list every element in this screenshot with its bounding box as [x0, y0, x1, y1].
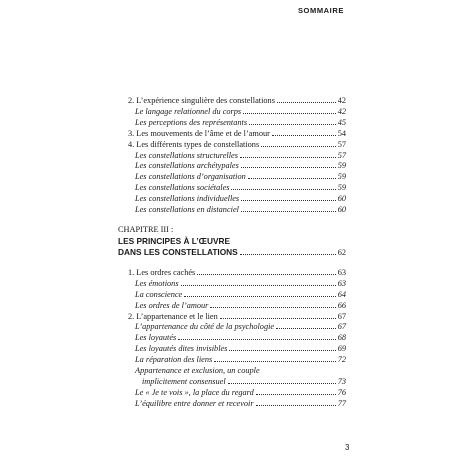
toc-entry-title: L’équilibre entre donner et recevoir	[135, 398, 254, 408]
running-header: SOMMAIRE	[297, 6, 344, 15]
toc-entry-page: 54	[337, 128, 346, 138]
toc-entry	[118, 140, 346, 151]
table-of-contents	[118, 96, 346, 410]
toc-entry-page: 63	[337, 278, 346, 288]
toc-entry-title: 1. Les ordres cachés	[128, 267, 196, 277]
toc-entry	[118, 355, 346, 366]
leader-dots	[240, 254, 336, 255]
chapter-label: CHAPITRE III :	[118, 224, 174, 234]
toc-entry	[118, 129, 346, 140]
toc-entry-title: 2. L’expérience singulière des constellations	[128, 96, 275, 105]
toc-entry-page: 64	[337, 289, 346, 299]
toc-entry-title: Appartenance et exclusion, un couple	[135, 366, 260, 376]
toc-entry-title: Les loyautés dites invisibles	[135, 344, 228, 354]
toc-entry-title: Les ordres de l’amour	[135, 300, 209, 310]
leader-dots	[276, 328, 336, 329]
toc-entry-title: 4. Les différents types de constellations	[128, 139, 260, 149]
toc-entry-title: 3. Les mouvements de l’âme et de l’amour	[128, 128, 270, 138]
toc-entry	[118, 268, 346, 279]
toc-entry	[118, 151, 346, 162]
leader-dots	[256, 394, 336, 395]
toc-entry-page: 72	[337, 355, 346, 365]
toc-entry	[118, 399, 346, 410]
leader-dots	[256, 405, 336, 406]
leader-dots	[243, 113, 336, 114]
chapter-title-line-2: DANS LES CONSTELLATIONS	[118, 247, 238, 258]
leader-dots	[248, 178, 336, 179]
toc-entry-page: 67	[337, 311, 346, 321]
chapter-title-line-1: LES PRINCIPES À L’ŒUVRE	[118, 235, 231, 246]
toc-entry	[118, 107, 346, 118]
toc-entry-title: Les constellations archétypales	[135, 161, 239, 171]
toc-entry-page: 42	[337, 106, 346, 116]
leader-dots	[241, 167, 336, 168]
toc-entry-title: La conscience	[135, 289, 183, 299]
toc-entry-title: La réparation des liens	[135, 355, 213, 365]
toc-entry	[118, 118, 346, 129]
leader-dots	[214, 361, 335, 362]
toc-entry-page: 66	[337, 300, 346, 310]
leader-dots	[261, 146, 336, 147]
leader-dots	[184, 296, 335, 297]
chapter-page: 62	[337, 248, 346, 258]
toc-entry-title: Les constellations en distanciel	[135, 205, 239, 215]
toc-entry	[118, 96, 346, 107]
toc-entry	[118, 344, 346, 355]
toc-entry	[118, 366, 346, 377]
toc-entry	[118, 377, 346, 388]
toc-entry	[118, 205, 346, 216]
leader-dots	[220, 318, 336, 319]
toc-entry-page: 59	[337, 172, 346, 182]
toc-entry-page: 67	[337, 322, 346, 332]
toc-section-2	[118, 268, 346, 410]
chapter-title-row	[118, 247, 346, 259]
leader-dots	[241, 211, 336, 212]
toc-entry	[118, 161, 346, 172]
leader-dots	[277, 102, 336, 103]
toc-entry-page: 73	[337, 376, 346, 386]
toc-entry-page: 69	[337, 344, 346, 354]
toc-entry-page: 57	[337, 139, 346, 149]
toc-entry	[118, 322, 346, 333]
toc-entry-page: 57	[337, 150, 346, 160]
toc-entry-title: 2. L’appartenance et le lien	[128, 311, 218, 321]
leader-dots	[240, 157, 336, 158]
toc-entry-title: Les constellations sociétales	[135, 183, 230, 193]
toc-entry-title: Les perceptions des représentants	[135, 117, 248, 127]
toc-entry-title: Les émotions	[135, 278, 179, 288]
toc-entry	[118, 290, 346, 301]
toc-entry-title: Le langage relationnel du corps	[135, 106, 242, 116]
toc-entry-page: 42	[337, 96, 346, 105]
toc-entry-page: 77	[337, 398, 346, 408]
toc-entry-title: Les constellations d’organisation	[135, 172, 246, 182]
toc-entry-title: Les constellations structurelles	[135, 150, 238, 160]
toc-entry	[118, 172, 346, 183]
leader-dots	[249, 124, 336, 125]
leader-dots	[181, 285, 336, 286]
leader-dots	[197, 274, 335, 275]
toc-entry	[118, 194, 346, 205]
toc-entry-page: 68	[337, 333, 346, 343]
toc-entry	[118, 279, 346, 290]
toc-entry-page: 60	[337, 205, 346, 215]
leader-dots	[178, 339, 335, 340]
toc-entry-page: 59	[337, 183, 346, 193]
toc-entry	[118, 183, 346, 194]
leader-dots	[231, 189, 335, 190]
toc-entry-title: implicitement consensuel	[142, 376, 226, 386]
leader-dots	[210, 307, 335, 308]
toc-entry-page: 60	[337, 194, 346, 204]
toc-entry-title: Le « Je te vois », la place du regard	[135, 387, 254, 397]
leader-dots	[228, 383, 336, 384]
toc-entry-page: 59	[337, 161, 346, 171]
toc-entry-title: Les constellations individuelles	[135, 194, 240, 204]
toc-entry	[118, 333, 346, 344]
leader-dots	[229, 350, 335, 351]
page-number: 3	[345, 443, 350, 452]
toc-entry-title: Les loyautés	[135, 333, 177, 343]
leader-dots	[241, 200, 336, 201]
toc-entry	[118, 301, 346, 312]
toc-entry-page: 76	[337, 387, 346, 397]
toc-entry-title: L’appartenance du côté de la psychologie	[135, 322, 275, 332]
toc-entry-page: 63	[337, 267, 346, 277]
toc-entry-page: 45	[337, 117, 346, 127]
toc-entry	[118, 388, 346, 399]
leader-dots	[272, 135, 336, 136]
toc-entry	[118, 312, 346, 323]
toc-section-1	[118, 96, 346, 216]
